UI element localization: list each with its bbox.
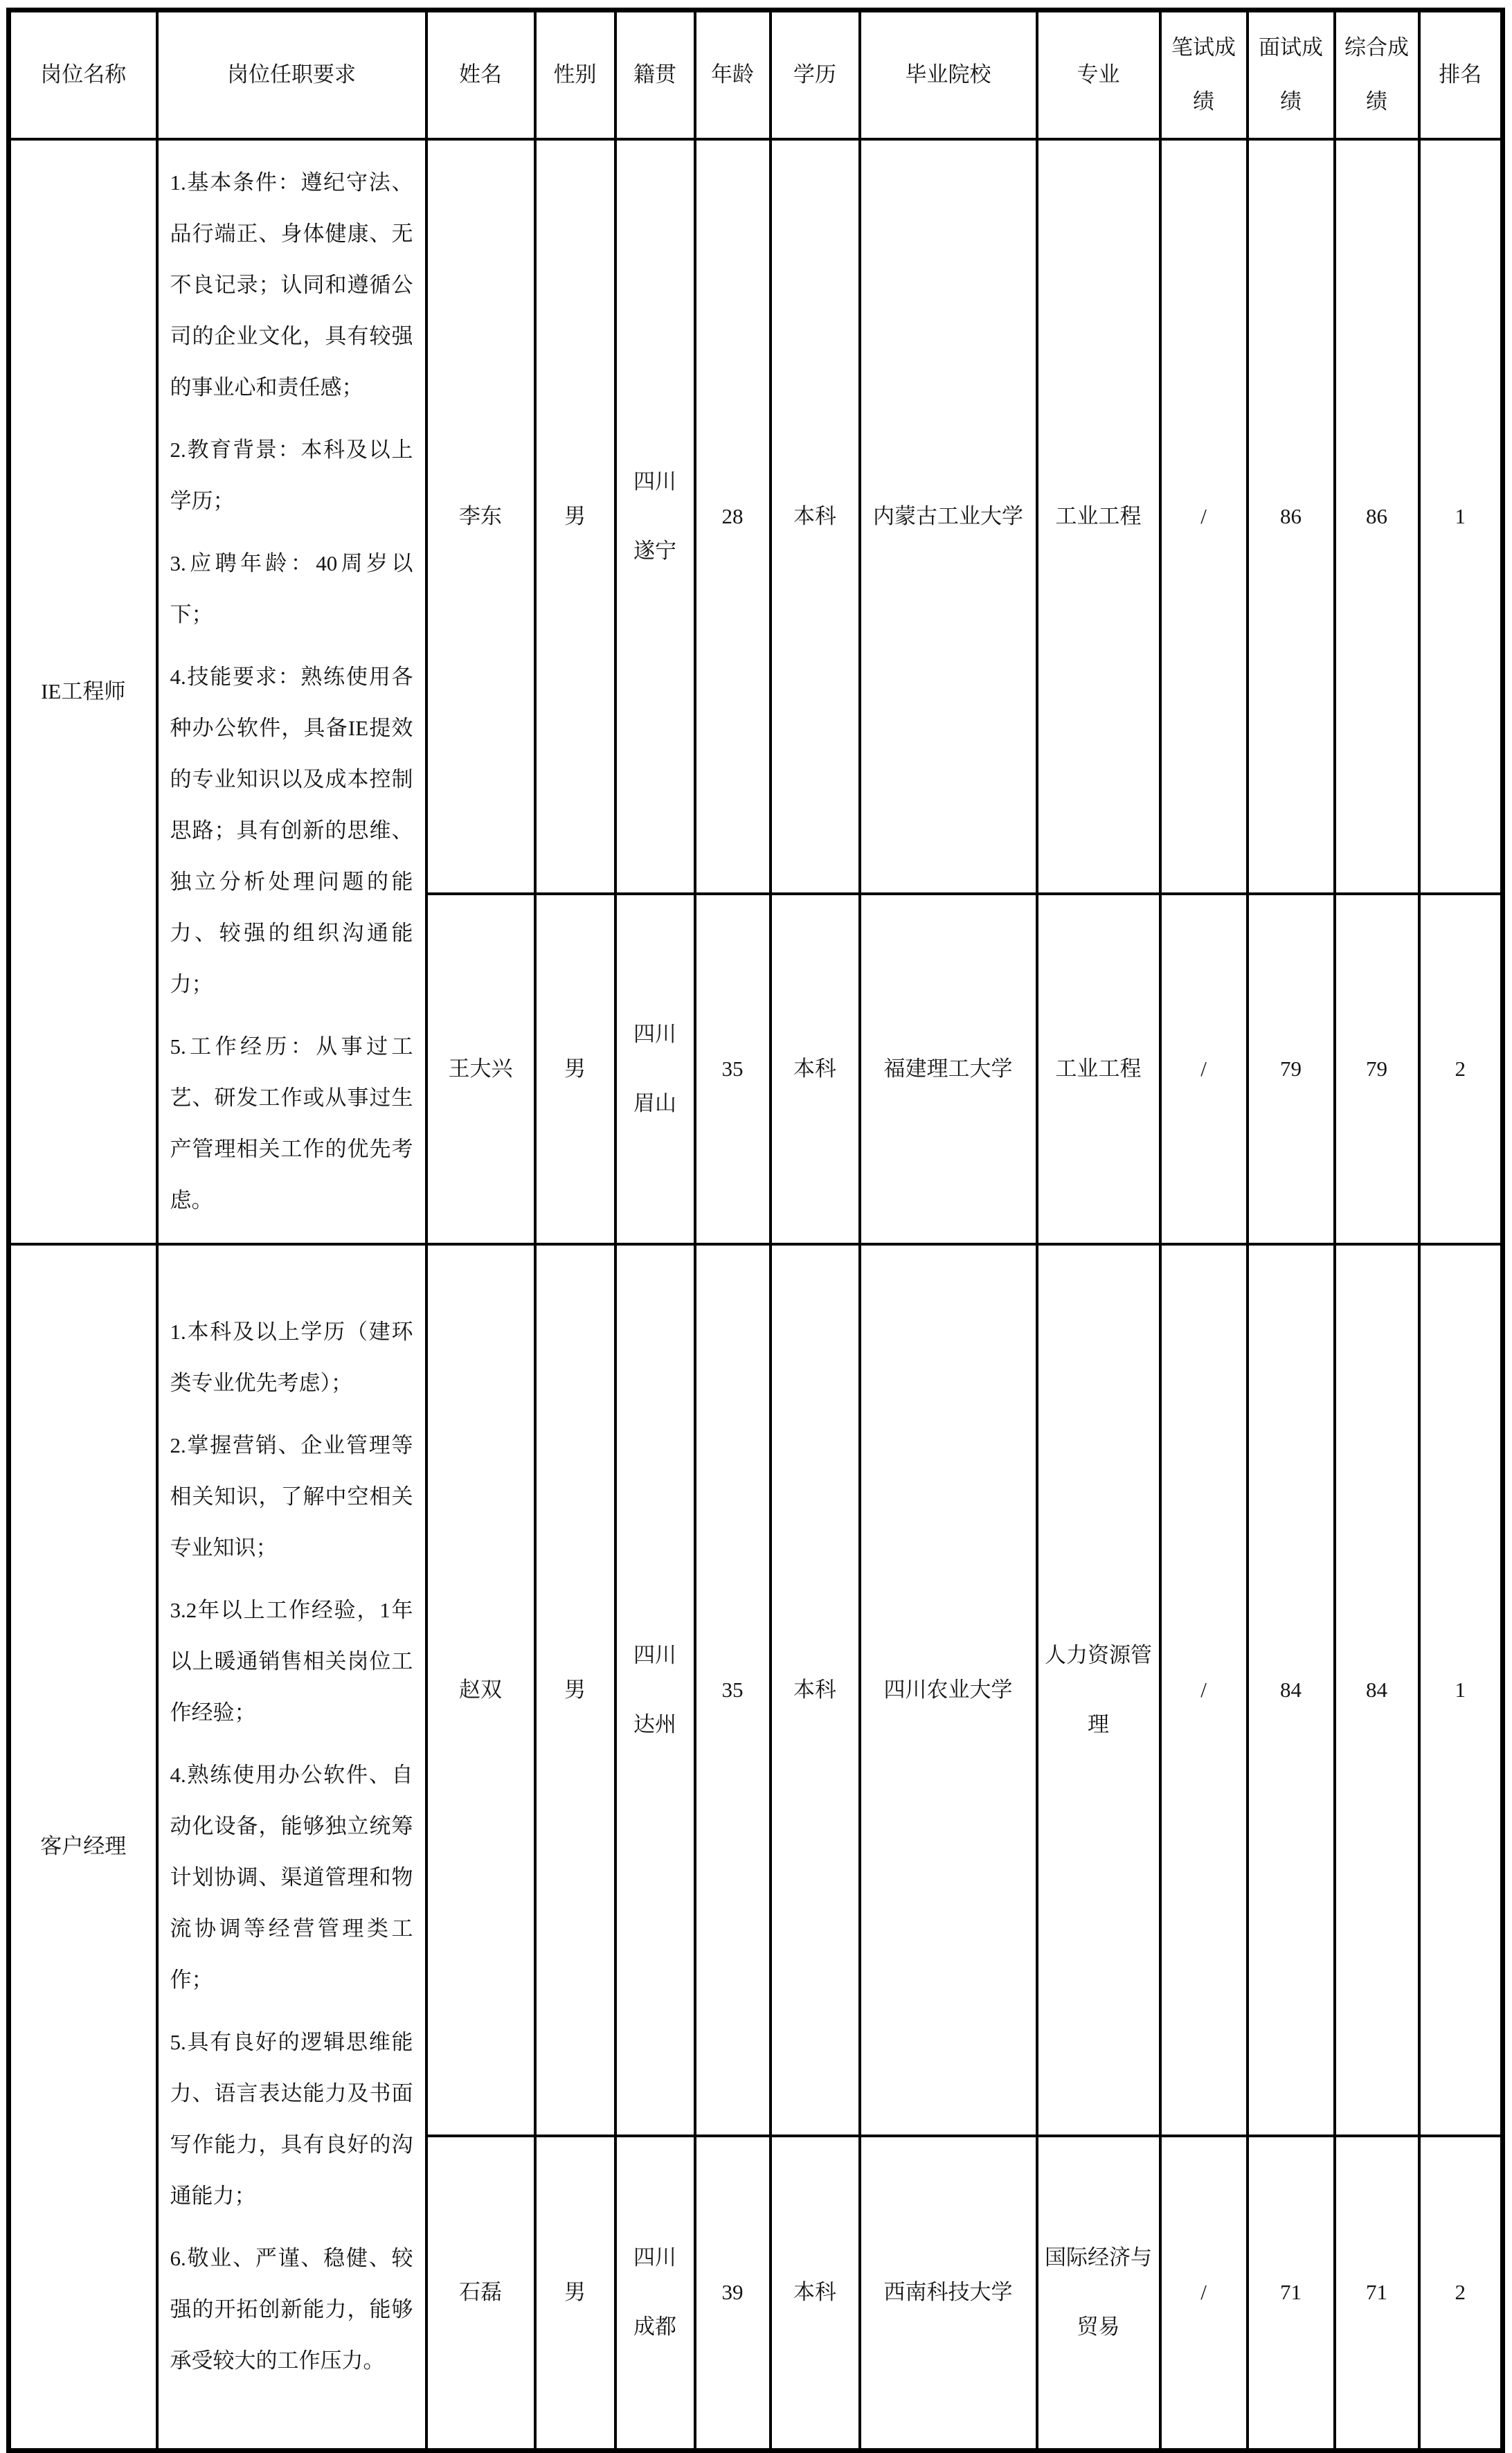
col-header-gender: 性别: [535, 10, 615, 139]
table-row: [9, 1244, 1503, 2136]
requirement-item: 2.掌握营销、企业管理等相关知识，了解中空相关专业知识；: [170, 1433, 413, 1561]
hometown-line: 四川: [633, 469, 676, 494]
requirements-cell: [157, 1244, 426, 2451]
candidate-name-cell: 李东: [426, 139, 535, 894]
requirement-item: 5.工作经历：从事过工艺、研发工作或从事过生产管理相关工作的优先考虑。: [170, 1034, 413, 1212]
col-header-name: 姓名: [426, 10, 535, 139]
candidate-name-cell: 石磊: [426, 2136, 535, 2451]
col-header-interview-score: 面试成绩: [1248, 10, 1335, 139]
overall-score-cell: 71: [1335, 2136, 1419, 2451]
candidate-name-cell: 赵双: [426, 1244, 535, 2136]
education-cell: 本科: [771, 1244, 860, 2136]
col-header-major: 专业: [1037, 10, 1160, 139]
hometown-cell: [615, 1244, 695, 2136]
requirements-cell: [157, 139, 426, 1244]
written-score-cell: /: [1160, 894, 1248, 1244]
gender-cell: 男: [535, 139, 615, 894]
hometown-line: 眉山: [633, 1090, 676, 1115]
age-cell: 35: [695, 894, 771, 1244]
interview-score-cell: 84: [1248, 1244, 1335, 2136]
age-cell: 39: [695, 2136, 771, 2451]
written-score-cell: /: [1160, 2136, 1248, 2451]
requirement-item: 5.具有良好的逻辑思维能力、语言表达能力及书面写作能力，具有良好的沟通能力；: [170, 2030, 413, 2209]
col-header-age: 年龄: [695, 10, 771, 139]
major-cell: 国际经济与贸易: [1037, 2136, 1160, 2451]
education-cell: 本科: [771, 139, 860, 894]
major-cell: 人力资源管理: [1037, 1244, 1160, 2136]
overall-score-cell: 86: [1335, 139, 1419, 894]
hometown-line: 遂宁: [633, 538, 676, 563]
major-cell: 工业工程: [1037, 894, 1160, 1244]
requirement-item: 1.本科及以上学历（建环类专业优先考虑）；: [170, 1320, 413, 1396]
col-header-hometown: 籍贯: [615, 10, 695, 139]
col-header-rank: 排名: [1419, 10, 1503, 139]
position-name-cell: IE工程师: [9, 139, 157, 1244]
gender-cell: 男: [535, 894, 615, 1244]
col-header-requirements: 岗位任职要求: [157, 10, 426, 139]
requirement-item: 3.应聘年龄：40周岁以下；: [170, 550, 413, 627]
rank-cell: 2: [1419, 894, 1503, 1244]
hometown-cell: [615, 894, 695, 1244]
interview-score-cell: 86: [1248, 139, 1335, 894]
school-cell: 西南科技大学: [860, 2136, 1037, 2451]
education-cell: 本科: [771, 2136, 860, 2451]
position-name-cell: 客户经理: [9, 1244, 157, 2451]
hometown-line: 达州: [633, 1711, 676, 1736]
requirement-item: 3.2年以上工作经验，1年以上暖通销售相关岗位工作经验；: [170, 1598, 413, 1725]
col-header-school: 毕业院校: [860, 10, 1037, 139]
hometown-line: 四川: [633, 2245, 676, 2270]
written-score-cell: /: [1160, 1244, 1248, 2136]
hometown-line: 四川: [633, 1642, 676, 1667]
hometown-line: 四川: [633, 1021, 676, 1046]
header-row: [9, 10, 1503, 139]
school-cell: 内蒙古工业大学: [860, 139, 1037, 894]
major-cell: 工业工程: [1037, 139, 1160, 894]
candidate-name-cell: 王大兴: [426, 894, 535, 1244]
school-cell: 福建理工大学: [860, 894, 1037, 1244]
col-header-overall-score: 综合成绩: [1335, 10, 1419, 139]
interview-score-cell: 71: [1248, 2136, 1335, 2451]
overall-score-cell: 84: [1335, 1244, 1419, 2136]
written-score-cell: /: [1160, 139, 1248, 894]
hometown-cell: [615, 139, 695, 894]
recruitment-results-table: [6, 8, 1505, 2453]
requirement-item: 6.敬业、严谨、稳健、较强的开拓创新能力，能够承受较大的工作压力。: [170, 2246, 413, 2373]
overall-score-cell: 79: [1335, 894, 1419, 1244]
education-cell: 本科: [771, 894, 860, 1244]
requirement-item: 2.教育背景：本科及以上学历；: [170, 437, 413, 513]
gender-cell: 男: [535, 1244, 615, 2136]
hometown-line: 成都: [633, 2315, 676, 2339]
rank-cell: 2: [1419, 2136, 1503, 2451]
hometown-cell: [615, 2136, 695, 2451]
rank-cell: 1: [1419, 139, 1503, 894]
gender-cell: 男: [535, 2136, 615, 2451]
rank-cell: 1: [1419, 1244, 1503, 2136]
requirement-item: 1.基本条件：遵纪守法、品行端正、身体健康、无不良记录；认同和遵循公司的企业文化，具有较强的事业心和责任感；: [170, 170, 413, 399]
col-header-written-score: 笔试成绩: [1160, 10, 1248, 139]
table-row: [9, 139, 1503, 894]
interview-score-cell: 79: [1248, 894, 1335, 1244]
age-cell: 28: [695, 139, 771, 894]
col-header-position: 岗位名称: [9, 10, 157, 139]
age-cell: 35: [695, 1244, 771, 2136]
col-header-education: 学历: [771, 10, 860, 139]
school-cell: 四川农业大学: [860, 1244, 1037, 2136]
requirement-item: 4.技能要求：熟练使用各种办公软件，具备IE提效的专业知识以及成本控制思路；具有创新的思维、独立分析处理问题的能力、较强的组织沟通能力；: [170, 664, 413, 996]
requirement-item: 4.熟练使用办公软件、自动化设备，能够独立统筹计划协调、渠道管理和物流协调等经营管理类工作；: [170, 1763, 413, 1993]
